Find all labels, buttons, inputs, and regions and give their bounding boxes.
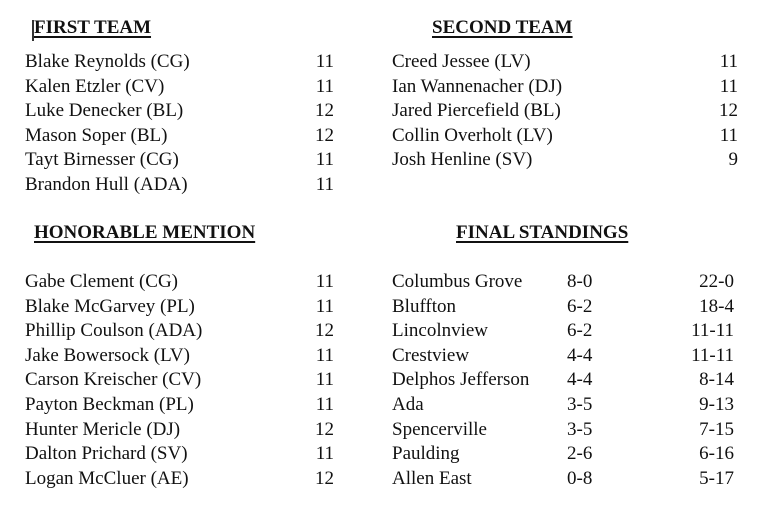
player-name: Gabe Clement (CG) <box>25 271 179 292</box>
player-grade: 12 <box>315 100 334 122</box>
player-name: Collin Overholt (LV) <box>392 124 553 146</box>
final-standings-heading: FINAL STANDINGS <box>456 222 629 243</box>
player-grade: 11 <box>315 344 334 366</box>
conference-record: 4-4 <box>567 369 593 391</box>
standings-row <box>392 467 737 491</box>
player-grade: 11 <box>719 124 738 146</box>
player-grade: 12 <box>315 320 334 342</box>
player-name: Mason Soper (BL) <box>25 124 168 146</box>
player-row <box>392 99 738 123</box>
team-name: Bluffton <box>392 295 457 317</box>
player-grade: 11 <box>315 51 334 72</box>
player-grade: 11 <box>315 75 334 97</box>
conference-record: 6-2 <box>567 295 593 317</box>
player-name: Carson Kreischer (CV) <box>25 369 202 391</box>
player-name: Luke Denecker (BL) <box>25 100 184 122</box>
overall-record: 8-14 <box>699 369 734 391</box>
standings-row <box>392 393 737 417</box>
team-name: Ada <box>392 394 424 415</box>
team-name: Delphos Jefferson <box>392 369 530 391</box>
player-name: Hunter Mericle (DJ) <box>25 418 181 440</box>
player-name: Brandon Hull (ADA) <box>25 174 188 195</box>
player-grade: 9 <box>728 149 738 171</box>
player-name: Kalen Etzler (CV) <box>25 75 165 97</box>
player-row <box>25 75 334 99</box>
player-grade: 11 <box>315 174 334 195</box>
standings-row <box>392 344 737 368</box>
second-team-heading: SECOND TEAM <box>432 17 573 38</box>
player-name: Blake Reynolds (CG) <box>25 51 190 72</box>
player-row <box>392 124 738 148</box>
standings-row <box>392 270 737 294</box>
first-team-heading: FIRST TEAM <box>34 17 152 38</box>
player-row <box>25 173 334 197</box>
player-row <box>392 50 738 74</box>
player-row <box>25 124 334 148</box>
player-row <box>25 148 334 172</box>
player-row <box>392 148 738 172</box>
overall-record: 18-4 <box>699 295 734 317</box>
player-row <box>25 467 334 491</box>
player-grade: 11 <box>719 75 738 97</box>
team-name: Allen East <box>392 467 472 489</box>
standings-row <box>392 418 737 442</box>
conference-record: 0-8 <box>567 467 593 489</box>
overall-record: 22-0 <box>699 271 734 292</box>
player-row <box>25 319 334 343</box>
team-name: Spencerville <box>392 418 487 440</box>
conference-record: 2-6 <box>567 443 593 465</box>
player-name: Tayt Birnesser (CG) <box>25 149 179 171</box>
player-row <box>25 50 334 74</box>
conference-record: 4-4 <box>567 344 593 366</box>
overall-record: 9-13 <box>699 394 734 415</box>
player-row <box>25 295 334 319</box>
team-name: Columbus Grove <box>392 271 523 292</box>
standings-row <box>392 442 737 466</box>
standings-row <box>392 368 737 392</box>
overall-record: 11-11 <box>691 320 734 342</box>
player-name: Josh Henline (SV) <box>392 149 533 171</box>
player-grade: 11 <box>315 394 334 415</box>
player-name: Creed Jessee (LV) <box>392 51 531 72</box>
player-name: Logan McCluer (AE) <box>25 467 189 489</box>
team-name: Crestview <box>392 344 470 366</box>
player-row <box>25 270 334 294</box>
player-name: Payton Beckman (PL) <box>25 394 194 415</box>
player-row <box>25 368 334 392</box>
overall-record: 7-15 <box>699 418 734 440</box>
overall-record: 5-17 <box>699 467 734 489</box>
player-row <box>25 418 334 442</box>
player-grade: 12 <box>315 467 334 489</box>
player-row <box>25 99 334 123</box>
player-grade: 11 <box>315 443 334 465</box>
team-name: Paulding <box>392 443 460 465</box>
player-row <box>25 393 334 417</box>
standings-row <box>392 319 737 343</box>
player-name: Phillip Coulson (ADA) <box>25 320 203 342</box>
player-grade: 11 <box>315 149 334 171</box>
conference-record: 3-5 <box>567 418 593 440</box>
team-name: Lincolnview <box>392 320 489 342</box>
standings-row <box>392 295 737 319</box>
player-name: Jared Piercefield (BL) <box>392 100 561 122</box>
conference-record: 3-5 <box>567 394 593 415</box>
player-row <box>25 442 334 466</box>
player-grade: 11 <box>315 369 334 391</box>
player-grade: 11 <box>315 295 334 317</box>
player-grade: 12 <box>719 100 738 122</box>
player-grade: 12 <box>315 124 334 146</box>
player-name: Ian Wannenacher (DJ) <box>392 75 563 97</box>
player-grade: 12 <box>315 418 334 440</box>
overall-record: 6-16 <box>699 443 734 465</box>
player-row <box>25 344 334 368</box>
player-name: Blake McGarvey (PL) <box>25 295 195 317</box>
overall-record: 11-11 <box>691 344 734 366</box>
conference-record: 8-0 <box>567 271 593 292</box>
player-name: Dalton Prichard (SV) <box>25 443 188 465</box>
player-name: Jake Bowersock (LV) <box>25 344 190 366</box>
honorable-mention-heading: HONORABLE MENTION <box>34 222 256 243</box>
conference-record: 6-2 <box>567 320 593 342</box>
player-grade: 11 <box>719 51 738 72</box>
player-row <box>392 75 738 99</box>
player-grade: 11 <box>315 271 334 292</box>
